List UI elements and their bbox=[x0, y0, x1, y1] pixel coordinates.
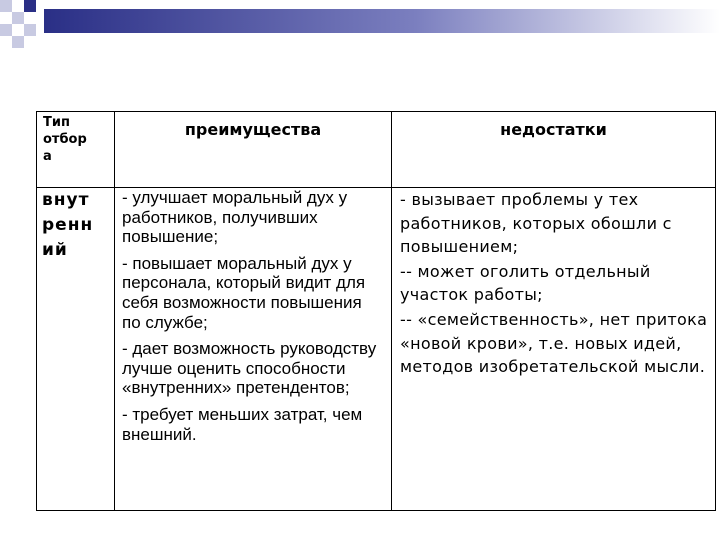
deco-square-2 bbox=[12, 12, 24, 24]
header-advantages-cell: преимущества bbox=[115, 112, 392, 188]
deco-square-5 bbox=[24, 24, 36, 36]
header-type-cell: Тип отбор а bbox=[37, 112, 115, 188]
deco-square-1 bbox=[0, 0, 12, 12]
advantages-cell bbox=[115, 188, 392, 511]
disadvantages-cell bbox=[392, 188, 716, 511]
deco-square-6 bbox=[12, 36, 24, 48]
type-internal-cell: внут ренн ий bbox=[37, 188, 115, 511]
header-disadvantages-cell: недостатки bbox=[392, 112, 716, 188]
disadvantage-item: - вызывает проблемы у тех работников, которых обошли с повышением; bbox=[400, 190, 672, 257]
advantage-item: - повышает моральный дух у персонала, который видит для себя возможности повышения по службе; bbox=[122, 253, 366, 332]
recruitment-comparison-table bbox=[36, 111, 716, 511]
advantage-item: - улучшает моральный дух у работников, получивших повышение; bbox=[122, 188, 348, 247]
table-header-row bbox=[37, 112, 716, 188]
header-gradient-band bbox=[44, 9, 720, 33]
deco-square-3 bbox=[24, 0, 36, 12]
disadvantage-item: -- «семейственность», нет притока «новой крови», т.е. новых идей, методов изобретательской мысли. bbox=[400, 309, 708, 377]
table-row bbox=[37, 188, 716, 511]
disadvantage-item: -- может оголить отдельный участок работы; bbox=[400, 261, 651, 305]
advantage-item: - дает возможность руководству лучше оценить способности «внутренних» претендентов; bbox=[122, 339, 377, 398]
advantage-item: - требует меньших затрат, чем внешний. bbox=[122, 404, 363, 444]
decorative-header-bar bbox=[0, 0, 720, 50]
deco-square-4 bbox=[0, 24, 12, 36]
